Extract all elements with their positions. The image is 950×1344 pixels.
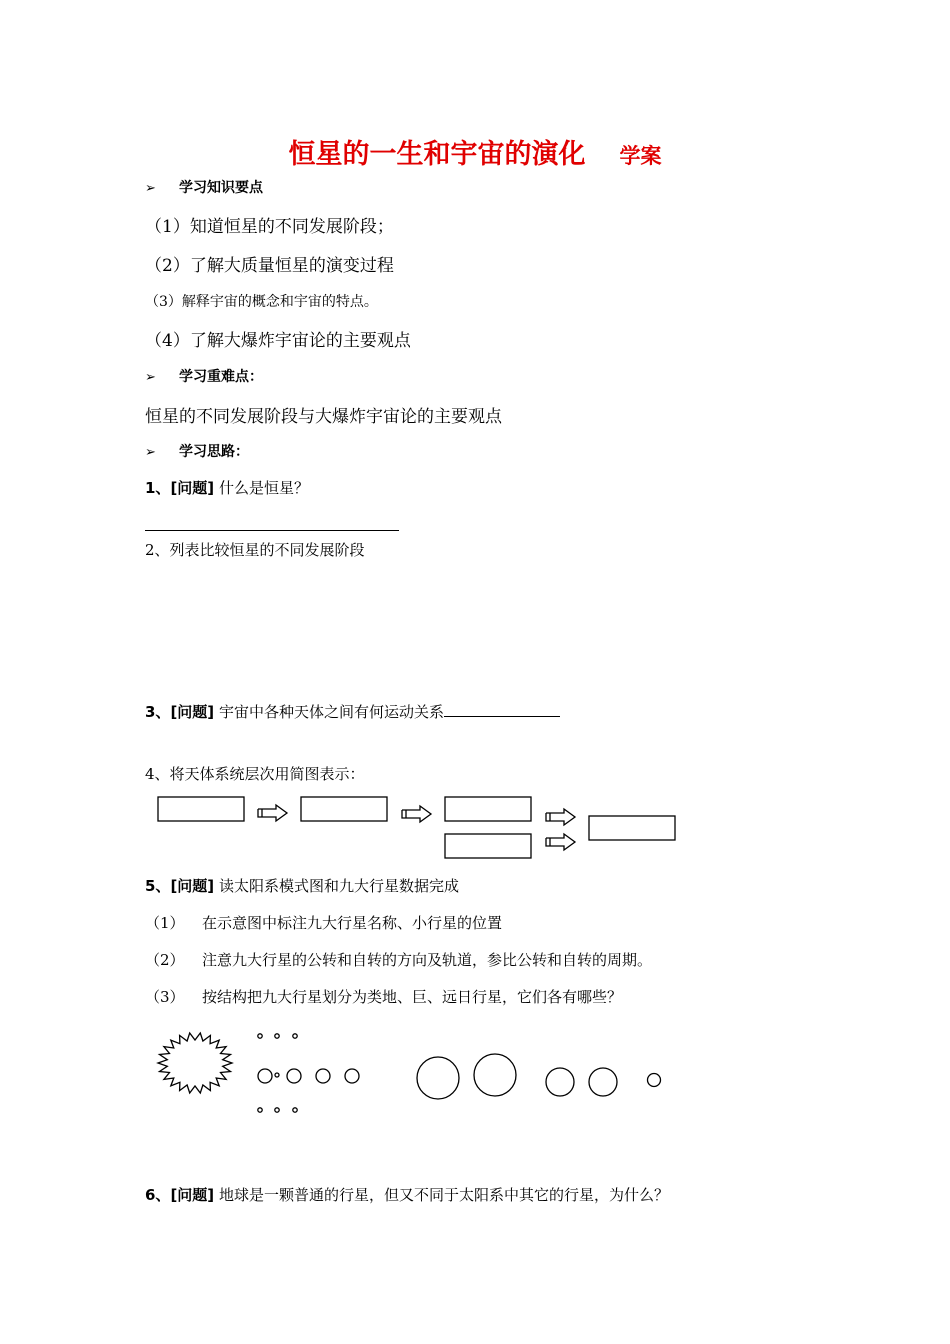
question-6: 6、[问题] 地球是一颗普通的行星，但又不同于太阳系中其它的行星，为什么？ xyxy=(145,1186,669,1204)
question-3: 3、[问题] 宇宙中各种天体之间有何运动关系 xyxy=(145,701,560,722)
knowledge-item-3: （3）解释宇宙的概念和宇宙的特点。 xyxy=(145,294,378,310)
knowledge-item-2: （2）了解大质量恒星的演变过程 xyxy=(145,256,394,276)
planet-circle xyxy=(546,1068,574,1096)
difficulties-body: 恒星的不同发展阶段与大爆炸宇宙论的主要观点 xyxy=(145,407,502,427)
asteroid-dot xyxy=(275,1073,279,1077)
bullet-arrow-icon: ➢ xyxy=(145,445,156,460)
bullet-arrow-icon: ➢ xyxy=(145,370,156,385)
planet-circle xyxy=(258,1069,272,1083)
arrow-icon xyxy=(258,805,287,821)
planet-circle xyxy=(589,1068,617,1096)
section-heading-knowledge: ➢ 学习知识要点 xyxy=(145,180,263,196)
question-1: 1、[问题] 什么是恒星？ xyxy=(145,479,309,497)
arrow-icon xyxy=(402,806,431,822)
asteroid-dot xyxy=(293,1108,297,1112)
arrow-icon xyxy=(546,834,575,850)
question-5-item-1: （1） 在示意图中标注九大行星名称、小行星的位置 xyxy=(145,914,503,932)
title-main: 恒星的一生和宇宙的演化 xyxy=(288,139,586,170)
asteroid-dot xyxy=(275,1034,279,1038)
hierarchy-box-1 xyxy=(158,797,244,821)
knowledge-item-1: （1）知道恒星的不同发展阶段； xyxy=(145,217,394,237)
hierarchy-box-3b xyxy=(445,834,531,858)
hierarchy-box-4 xyxy=(589,816,675,840)
planet-circle xyxy=(648,1074,661,1087)
asteroid-dot xyxy=(258,1108,262,1112)
asteroid-dot xyxy=(293,1034,297,1038)
hierarchy-box-3a xyxy=(445,797,531,821)
question-5-item-2: （2） 注意九大行星的公转和自转的方向及轨道，参比公转和自转的周期。 xyxy=(145,951,653,969)
hierarchy-box-2 xyxy=(301,797,387,821)
knowledge-item-4: （4）了解大爆炸宇宙论的主要观点 xyxy=(145,331,411,351)
question-5-item-3: （3） 按结构把九大行星划分为类地、巨、远日行星，它们各有哪些？ xyxy=(145,988,623,1006)
planet-circle xyxy=(316,1069,330,1083)
question-4: 4、将天体系统层次用简图表示： xyxy=(145,765,365,783)
sun-icon xyxy=(158,1033,232,1093)
asteroid-dot xyxy=(258,1034,262,1038)
section-heading-approach: ➢ 学习思路： xyxy=(145,444,249,460)
section-heading-difficulties: ➢ 学习重难点： xyxy=(145,369,263,385)
planet-circle xyxy=(474,1054,516,1096)
bullet-arrow-icon: ➢ xyxy=(145,181,156,196)
planet-circle xyxy=(345,1069,359,1083)
question-5: 5、[问题] 读太阳系模式图和九大行星数据完成 xyxy=(145,877,459,895)
title-sub: 学案 xyxy=(619,144,662,168)
planet-circle xyxy=(417,1057,459,1099)
planet-circle xyxy=(287,1069,301,1083)
arrow-icon xyxy=(546,809,575,825)
question-2: 2、列表比较恒星的不同发展阶段 xyxy=(145,541,365,559)
asteroid-dot xyxy=(275,1108,279,1112)
